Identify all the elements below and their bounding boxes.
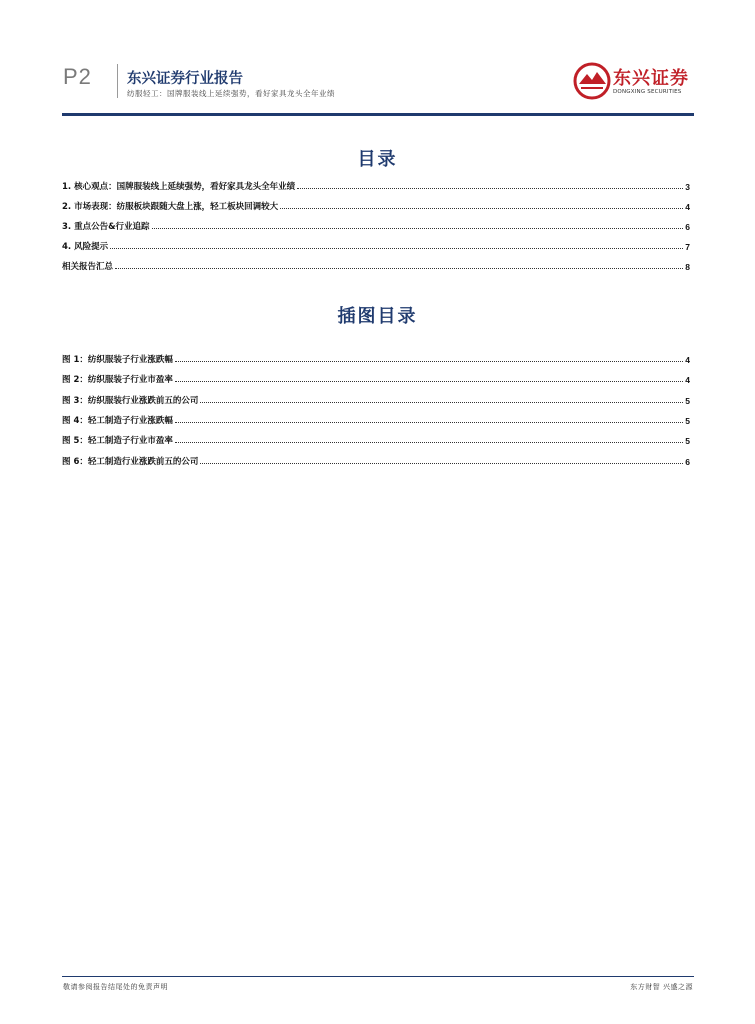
entry-label: 相关报告汇总 — [62, 262, 114, 272]
entry-label: 3. 重点公告&行业追踪 — [62, 222, 150, 232]
figure-entry[interactable] — [62, 369, 690, 385]
footer-rule — [62, 976, 694, 977]
header-rule — [62, 113, 694, 116]
dot-leader — [200, 463, 683, 464]
entry-page-number: 4 — [685, 375, 690, 386]
dot-leader — [175, 422, 683, 423]
dot-leader — [110, 248, 683, 249]
figures-toc-title: 插图目录 — [337, 306, 418, 327]
dot-leader — [175, 361, 683, 362]
toc-entry[interactable] — [62, 236, 690, 252]
entry-label: 2. 市场表现：纺服板块跟随大盘上涨，轻工板块回调较大 — [62, 202, 279, 212]
logo-emblem-icon — [573, 62, 611, 100]
logo-english-text: DONGXING SECURITIES — [613, 89, 682, 95]
toc-entry[interactable] — [62, 176, 690, 192]
entry-page-number: 4 — [685, 355, 690, 365]
entry-page-number: 5 — [685, 395, 690, 406]
figure-entry[interactable] — [62, 410, 690, 426]
header-divider — [117, 64, 118, 98]
entry-label: 图 3：纺织服装行业涨跌前五的公司 — [62, 395, 199, 406]
dot-leader — [200, 402, 683, 403]
dot-leader — [152, 228, 684, 229]
entry-label: 1. 核心观点：国牌服装线上延续强势，看好家具龙头全年业绩 — [62, 182, 296, 192]
figure-entry[interactable] — [62, 451, 690, 467]
page-number: P2 — [63, 64, 92, 89]
entry-label: 图 5：轻工制造子行业市盈率 — [62, 436, 173, 447]
figure-entry[interactable] — [62, 390, 690, 406]
entry-label: 图 6：轻工制造行业涨跌前五的公司 — [62, 456, 199, 467]
entry-page-number: 5 — [685, 415, 690, 426]
entry-label: 图 4：轻工制造子行业涨跌幅 — [62, 415, 173, 426]
entry-page-number: 6 — [685, 456, 690, 467]
dot-leader — [297, 188, 683, 189]
report-subtitle: 纺服轻工：国牌服装线上延续强势，看好家具龙头全年业绩 — [127, 89, 335, 98]
entry-page-number: 3 — [685, 182, 690, 192]
dot-leader — [175, 442, 683, 443]
toc-entry[interactable] — [62, 196, 690, 212]
toc-entry[interactable] — [62, 216, 690, 232]
entry-label: 图 1：纺织服装子行业涨跌幅 — [62, 355, 173, 365]
footer-disclaimer: 敬请参阅报告结尾处的免责声明 — [63, 983, 168, 991]
footer-slogan: 东方财智 兴盛之源 — [630, 983, 693, 991]
page-header — [0, 0, 755, 120]
dot-leader — [115, 268, 683, 269]
entry-label: 4. 风险提示 — [62, 242, 109, 252]
company-logo — [573, 62, 693, 102]
toc-title: 目录 — [357, 149, 398, 170]
entry-page-number: 8 — [685, 262, 690, 272]
logo-chinese-text: 东兴证券 — [613, 68, 689, 89]
entry-page-number: 5 — [685, 436, 690, 447]
entry-label: 图 2：纺织服装子行业市盈率 — [62, 375, 173, 386]
figure-entry[interactable] — [62, 349, 690, 365]
dot-leader — [280, 208, 683, 209]
entry-page-number: 6 — [685, 222, 690, 232]
report-series-title: 东兴证券行业报告 — [127, 71, 243, 87]
entry-page-number: 4 — [685, 202, 690, 212]
dot-leader — [175, 381, 683, 382]
figure-entry[interactable] — [62, 430, 690, 446]
toc-entry[interactable] — [62, 256, 690, 272]
entry-page-number: 7 — [685, 242, 690, 252]
